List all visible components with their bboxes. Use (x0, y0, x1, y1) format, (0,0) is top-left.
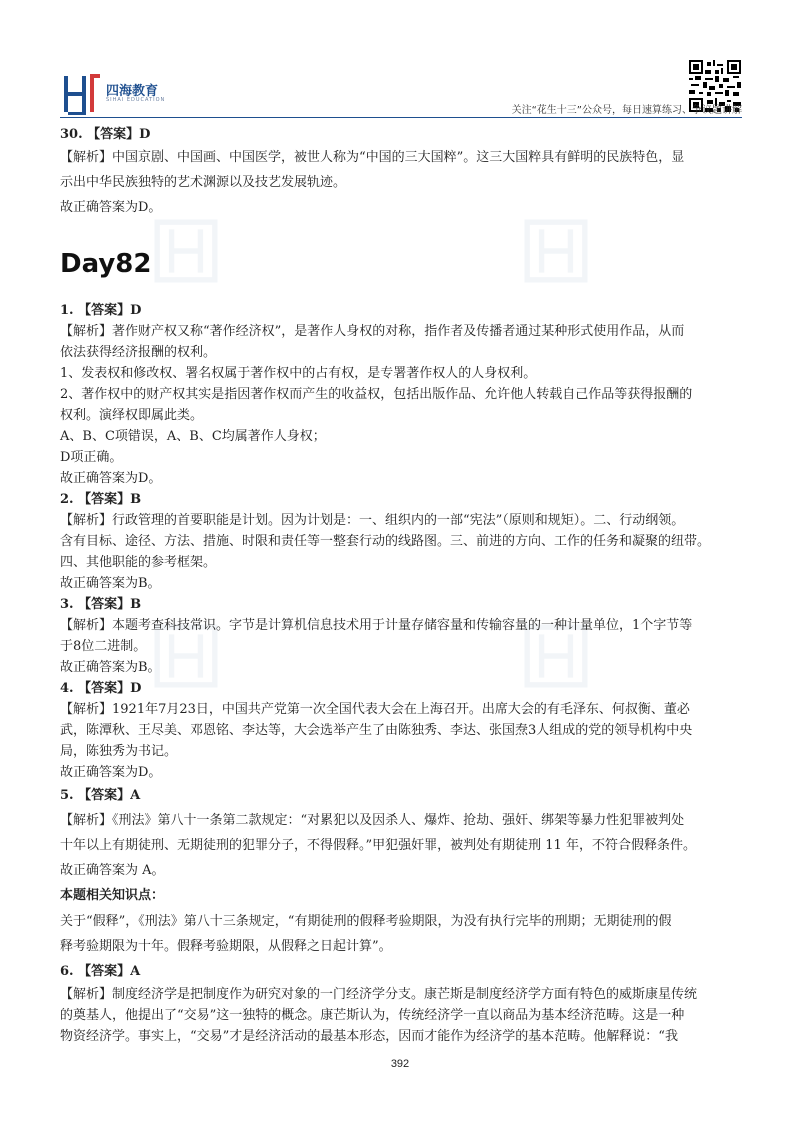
page-header (0, 0, 800, 122)
explanation-line: 含有目标、途径、方法、措施、时限和责任等一整套行动的线路图。三、前进的方向、工作的任务和凝聚的纽带。 (60, 534, 711, 549)
explanation-line: 【解析】本题考查科技常识。字节是计算机信息技术用于计量存储容量和传输容量的一种计量单位，1个字节等 (60, 618, 693, 633)
explanation-line: 四、其他职能的参考框架。 (60, 555, 217, 570)
explanation-line: 【解析】制度经济学是把制度作为研究对象的一门经济学分支。康芒斯是制度经济学方面有特色的威斯康星传统 (60, 987, 698, 1002)
explanation-line: 权利。演绎权即属此类。 (60, 408, 204, 423)
explanation-line: 于8位二进制。 (60, 639, 147, 654)
explanation-line: 1、发表权和修改权、署名权属于著作权中的占有权，是专署著作权人的人身权利。 (60, 366, 537, 381)
answer-line: 6. 【答案】A (60, 964, 141, 979)
answer-line: 5. 【答案】A (60, 788, 141, 803)
knowledge-point-line: 释考验期限为十年。假释考验期限，从假释之日起计算”。 (60, 939, 392, 954)
explanation-line: 【解析】《刑法》第八十一条第二款规定：“对累犯以及因杀人、爆炸、抢劫、强奸、绑架等暴力性犯罪被判处 (60, 813, 685, 828)
explanation-line: 【解析】中国京剧、中国画、中国医学，被世人称为“中国的三大国粹”。这三大国粹具有鲜明的民族特色，显 (60, 150, 685, 165)
explanation-line: 物资经济学。事实上，“交易”才是经济活动的最基本形态，因而才能作为经济学的基本范畴。他解释说：“我 (60, 1029, 678, 1044)
answer-line: 30. 【答案】D (60, 127, 151, 142)
answer-line: 4. 【答案】D (60, 681, 142, 696)
explanation-line: 依法获得经济报酬的权利。 (60, 345, 217, 360)
explanation-line: 武，陈潭秋、王尽美、邓恩铭、李达等，大会选举产生了由陈独秀、李达、张国焘3人组成的党的领导机构中央 (60, 723, 693, 738)
header-divider (60, 117, 742, 118)
knowledge-point-title: 本题相关知识点： (60, 888, 165, 903)
knowledge-point-line: 关于“假释”，《刑法》第八十三条规定，“有期徒刑的假释考验期限，为没有执行完毕的刑期；无期徒刑的假 (60, 914, 672, 929)
explanation-line: 【解析】著作财产权又称“著作经济权”，是著作人身权的对称，指作者及传播者通过某种形式使用作品，从而 (60, 324, 685, 339)
logo-icon (62, 72, 102, 116)
explanation-line: 十年以上有期徒刑、无期徒刑的犯罪分子，不得假释。”甲犯强奸罪，被判处有期徒刑 11 年，不符合假释条件。 (60, 838, 696, 853)
answer-line: 2. 【答案】B (60, 492, 142, 507)
logo-subtitle: SIHAI EDUCATION (106, 97, 166, 103)
conclusion-line: 故正确答案为B。 (60, 576, 161, 591)
logo-text: 四海教育 (106, 84, 159, 99)
explanation-line: 【解析】1921年7月23日，中国共产党第一次全国代表大会在上海召开。出席大会的有毛泽东、何叔衡、董必 (60, 702, 690, 717)
explanation-line: 的奠基人，他提出了“交易”这一独特的概念。康芒斯认为，传统经济学一直以商品为基本经济范畴。这是一种 (60, 1008, 685, 1023)
explanation-line: A、B、C项错误，A、B、C均属著作人身权； (60, 429, 326, 444)
explanation-line: 2、著作权中的财产权其实是指因著作权而产生的收益权，包括出版作品、允许他人转载自己作品等获得报酬的 (60, 387, 693, 402)
answer-line: 3. 【答案】B (60, 597, 142, 612)
explanation-line: 示出中华民族独特的艺术渊源以及技艺发展轨迹。 (60, 175, 347, 190)
answer-line: 1. 【答案】D (60, 303, 142, 318)
conclusion-line: 故正确答案为D。 (60, 765, 162, 780)
page-content (60, 124, 745, 1047)
page-number: 392 (390, 1058, 410, 1070)
explanation-line: 【解析】行政管理的首要职能是计划。因为计划是：一、组织内的一部“宪法”（原则和规矩）。二、行动纲领。 (60, 513, 685, 528)
conclusion-line: 故正确答案为D。 (60, 471, 162, 486)
conclusion-line: 故正确答案为 A。 (60, 863, 165, 878)
explanation-line: D项正确。 (60, 450, 123, 465)
day-title: Day82 (60, 249, 152, 279)
explanation-line: 局，陈独秀为书记。 (60, 744, 178, 759)
header-tagline: 关注“花生十三”公众号，每日速算练习、争议题讲解 (511, 105, 742, 116)
conclusion-line: 故正确答案为D。 (60, 200, 162, 215)
conclusion-line: 故正确答案为B。 (60, 660, 161, 675)
